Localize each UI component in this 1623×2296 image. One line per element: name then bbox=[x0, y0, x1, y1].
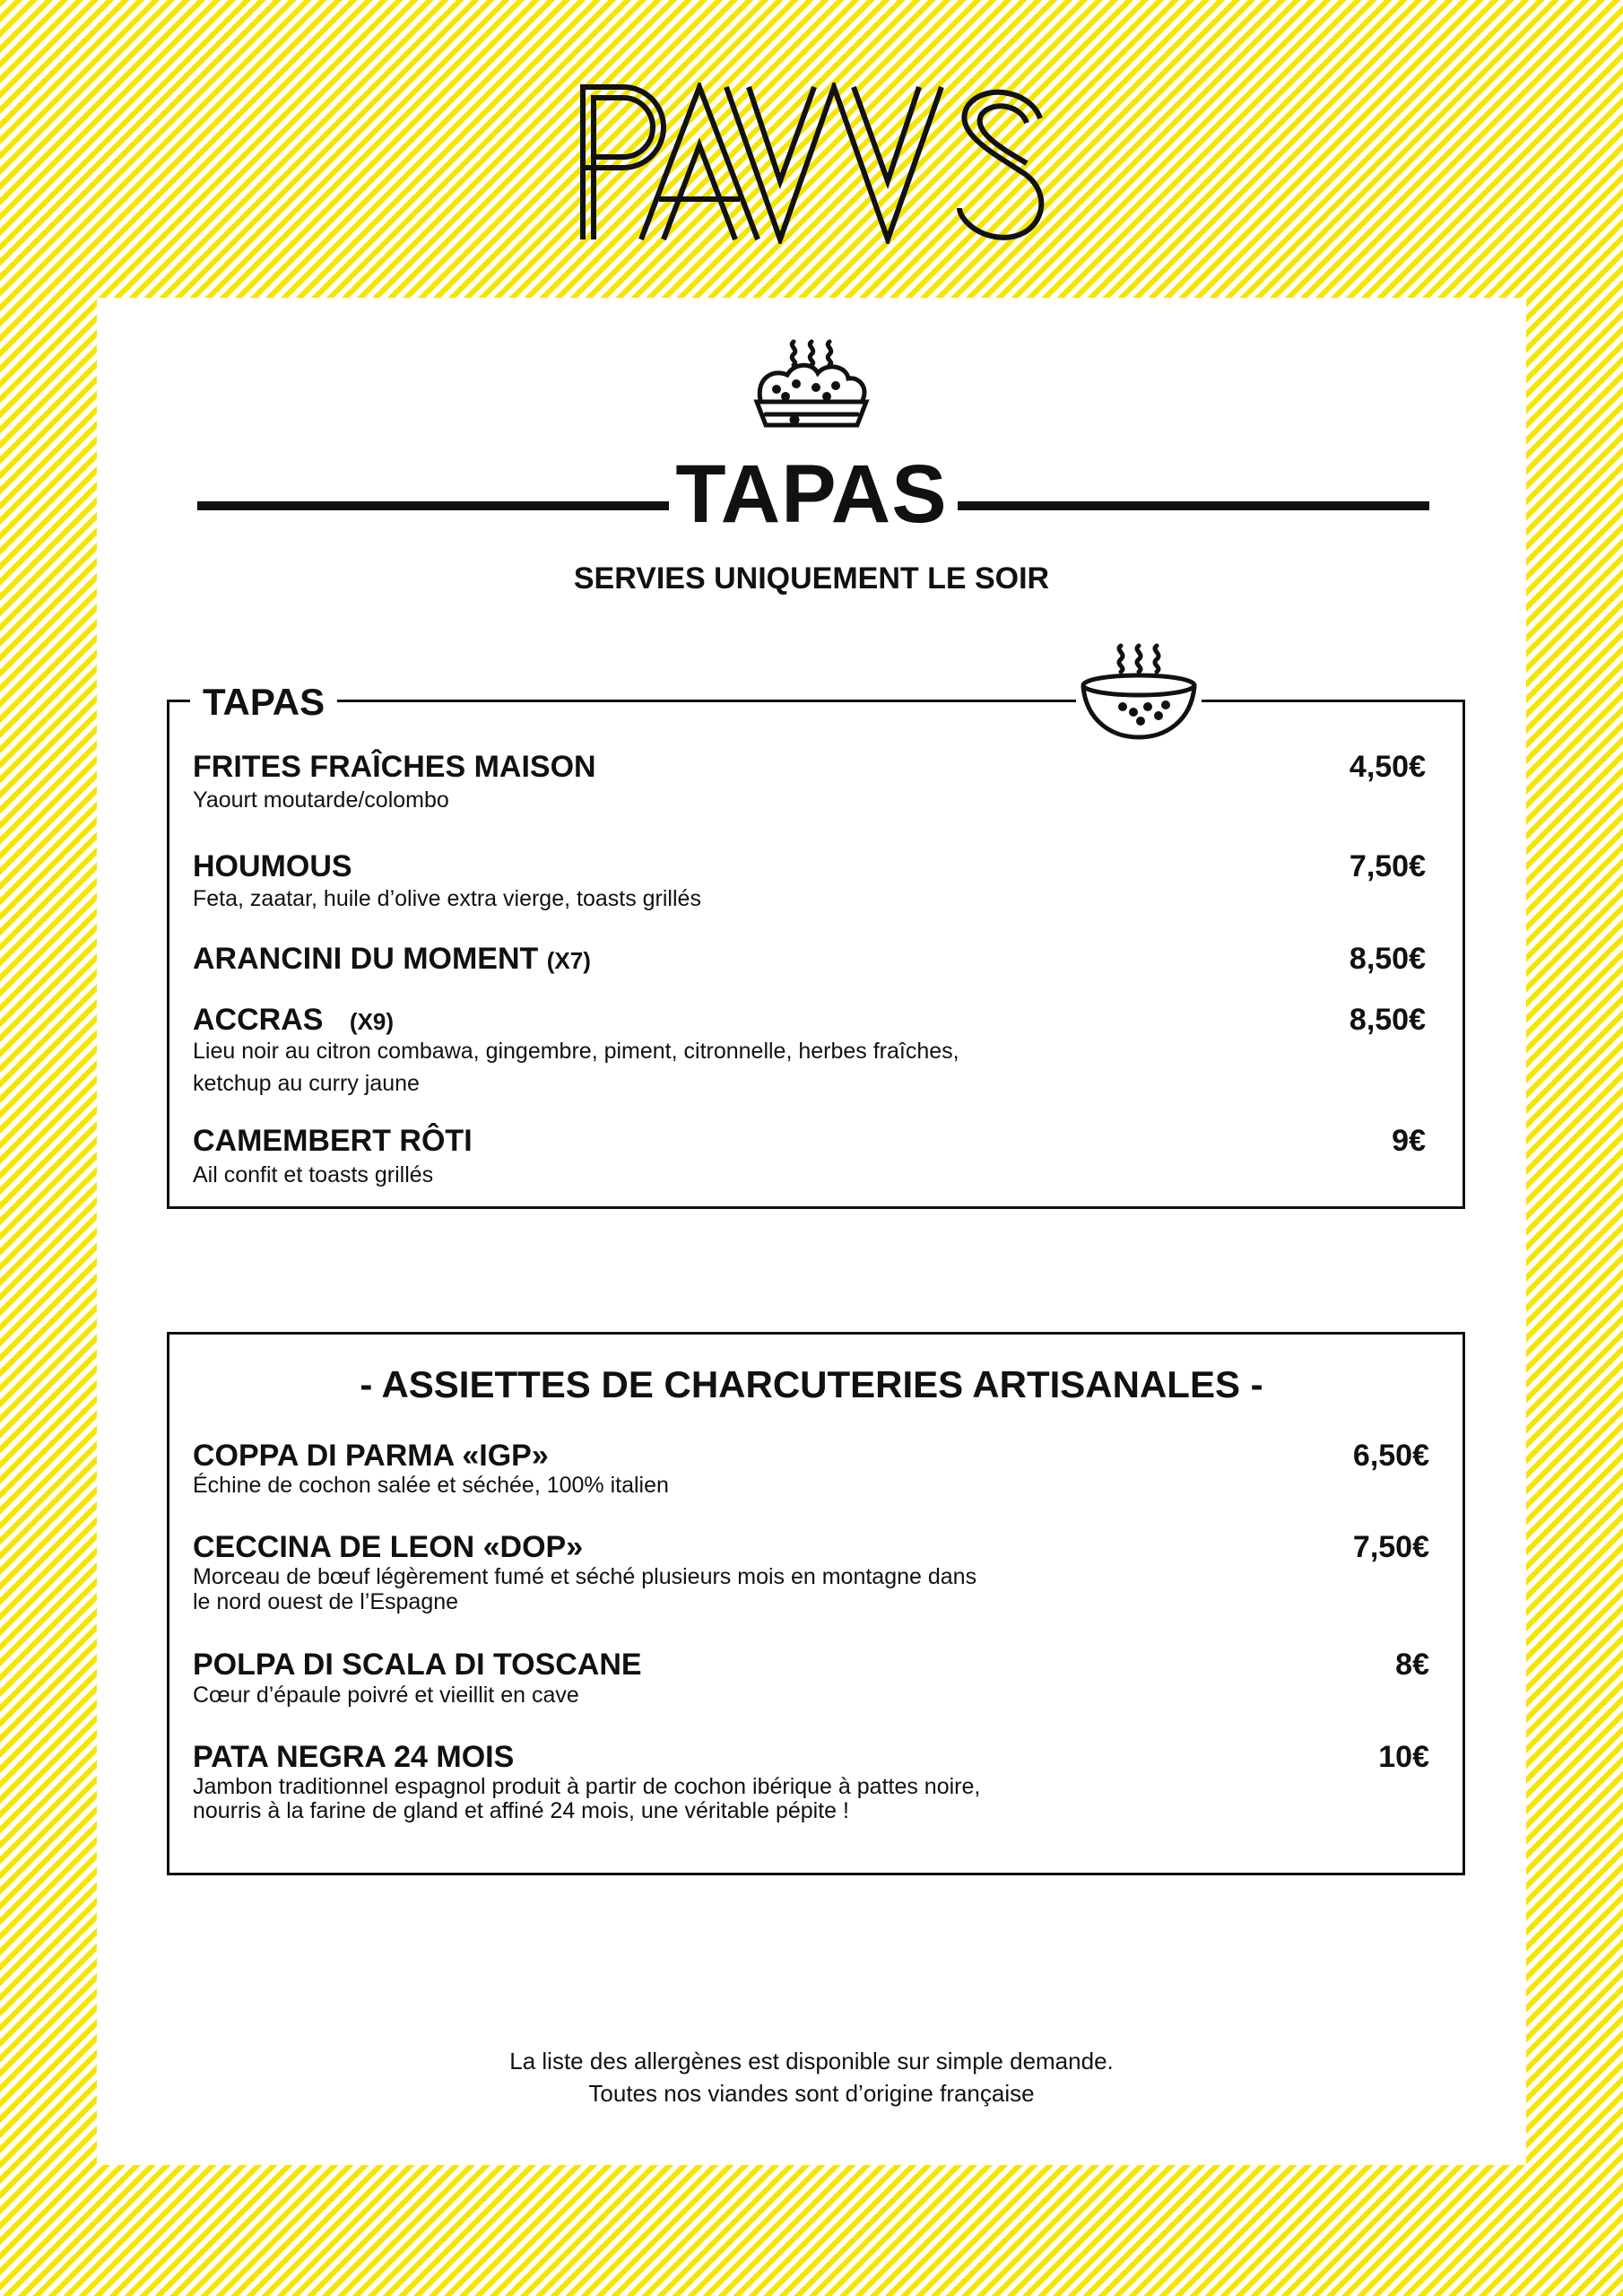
charcuterie-item-2-name: CECCINA DE LEON «DOP» bbox=[193, 1530, 584, 1564]
fried-food-tray-icon bbox=[753, 337, 870, 436]
tapas-item-2-name: HOUMOUS bbox=[193, 849, 352, 883]
tapas-item-2-price: 7,50€ bbox=[1349, 849, 1426, 883]
tapas-item-3-name bbox=[193, 944, 591, 974]
tapas-item-4-name bbox=[193, 1004, 394, 1035]
tapas-item-1-name: FRITES FRAÎCHES MAISON bbox=[193, 750, 596, 784]
tapas-item-3-price: 8,50€ bbox=[1349, 942, 1426, 976]
tapas-section-label: TAPAS bbox=[190, 683, 337, 721]
charcuterie-item-3-price: 8€ bbox=[1395, 1648, 1429, 1682]
tapas-item-1-desc: Yaourt moutarde/colombo bbox=[193, 787, 449, 813]
tapas-item-4-qty: (X9) bbox=[349, 1008, 395, 1035]
charcuterie-section-title: - ASSIETTES DE CHARCUTERIES ARTISANALES - bbox=[360, 1363, 1263, 1405]
charcuterie-item-1-desc: Échine de cochon salée et séchée, 100% italien bbox=[193, 1473, 669, 1498]
soup-bowl-icon bbox=[1076, 639, 1202, 743]
charcuterie-item-2-desc-line1: Morceau de bœuf légèrement fumé et séché plusieurs mois en montagne dans bbox=[193, 1564, 977, 1589]
tapas-item-2-desc: Feta, zaatar, huile d’olive extra vierge, toasts grillés bbox=[193, 886, 701, 911]
page-title: TAPAS bbox=[675, 448, 948, 540]
charcuterie-item-1-name: COPPA DI PARMA «IGP» bbox=[193, 1439, 549, 1473]
charcuterie-item-4-name: PATA NEGRA 24 MOIS bbox=[193, 1740, 515, 1774]
paws-logo bbox=[574, 83, 1058, 244]
tapas-item-3-qty: (X7) bbox=[546, 947, 591, 974]
charcuterie-item-2-price: 7,50€ bbox=[1352, 1530, 1429, 1564]
tapas-item-3-title: ARANCINI DU MOMENT bbox=[193, 942, 539, 976]
charcuterie-item-4-desc-line1: Jambon traditionnel espagnol produit à partir de cochon ibérique à pattes noire, bbox=[193, 1774, 981, 1799]
tapas-item-4-desc-line2: ketchup au curry jaune bbox=[193, 1071, 420, 1096]
charcuterie-item-2-desc-line2: le nord ouest de l’Espagne bbox=[193, 1589, 459, 1614]
charcuterie-item-1-price: 6,50€ bbox=[1352, 1439, 1429, 1473]
tapas-item-5-price: 9€ bbox=[1392, 1124, 1426, 1158]
charcuterie-item-4-price: 10€ bbox=[1378, 1740, 1429, 1774]
tapas-item-4-desc-line1: Lieu noir au citron combawa, gingembre, piment, citronnelle, herbes fraîches, bbox=[193, 1039, 959, 1064]
tapas-item-1-price: 4,50€ bbox=[1349, 750, 1426, 784]
tapas-item-5-desc: Ail confit et toasts grillés bbox=[193, 1162, 434, 1187]
charcuterie-item-3-name: POLPA DI SCALA DI TOSCANE bbox=[193, 1648, 642, 1682]
meat-origin-note: Toutes nos viandes sont d’origine française bbox=[588, 2080, 1035, 2107]
charcuterie-item-4-desc-line2: nourris à la farine de gland et affiné 24 mois, une véritable pépite ! bbox=[193, 1798, 849, 1823]
page-subtitle: SERVIES UNIQUEMENT LE SOIR bbox=[573, 561, 1050, 596]
charcuterie-item-3-desc: Cœur d’épaule poivré et vieillit en cave bbox=[193, 1683, 579, 1708]
tapas-item-4-title: ACCRAS bbox=[193, 1003, 324, 1037]
allergen-note: La liste des allergènes est disponible sur simple demande. bbox=[509, 2048, 1114, 2074]
tapas-item-5-name: CAMEMBERT RÔTI bbox=[193, 1124, 473, 1158]
tapas-item-4-price: 8,50€ bbox=[1349, 1003, 1426, 1037]
